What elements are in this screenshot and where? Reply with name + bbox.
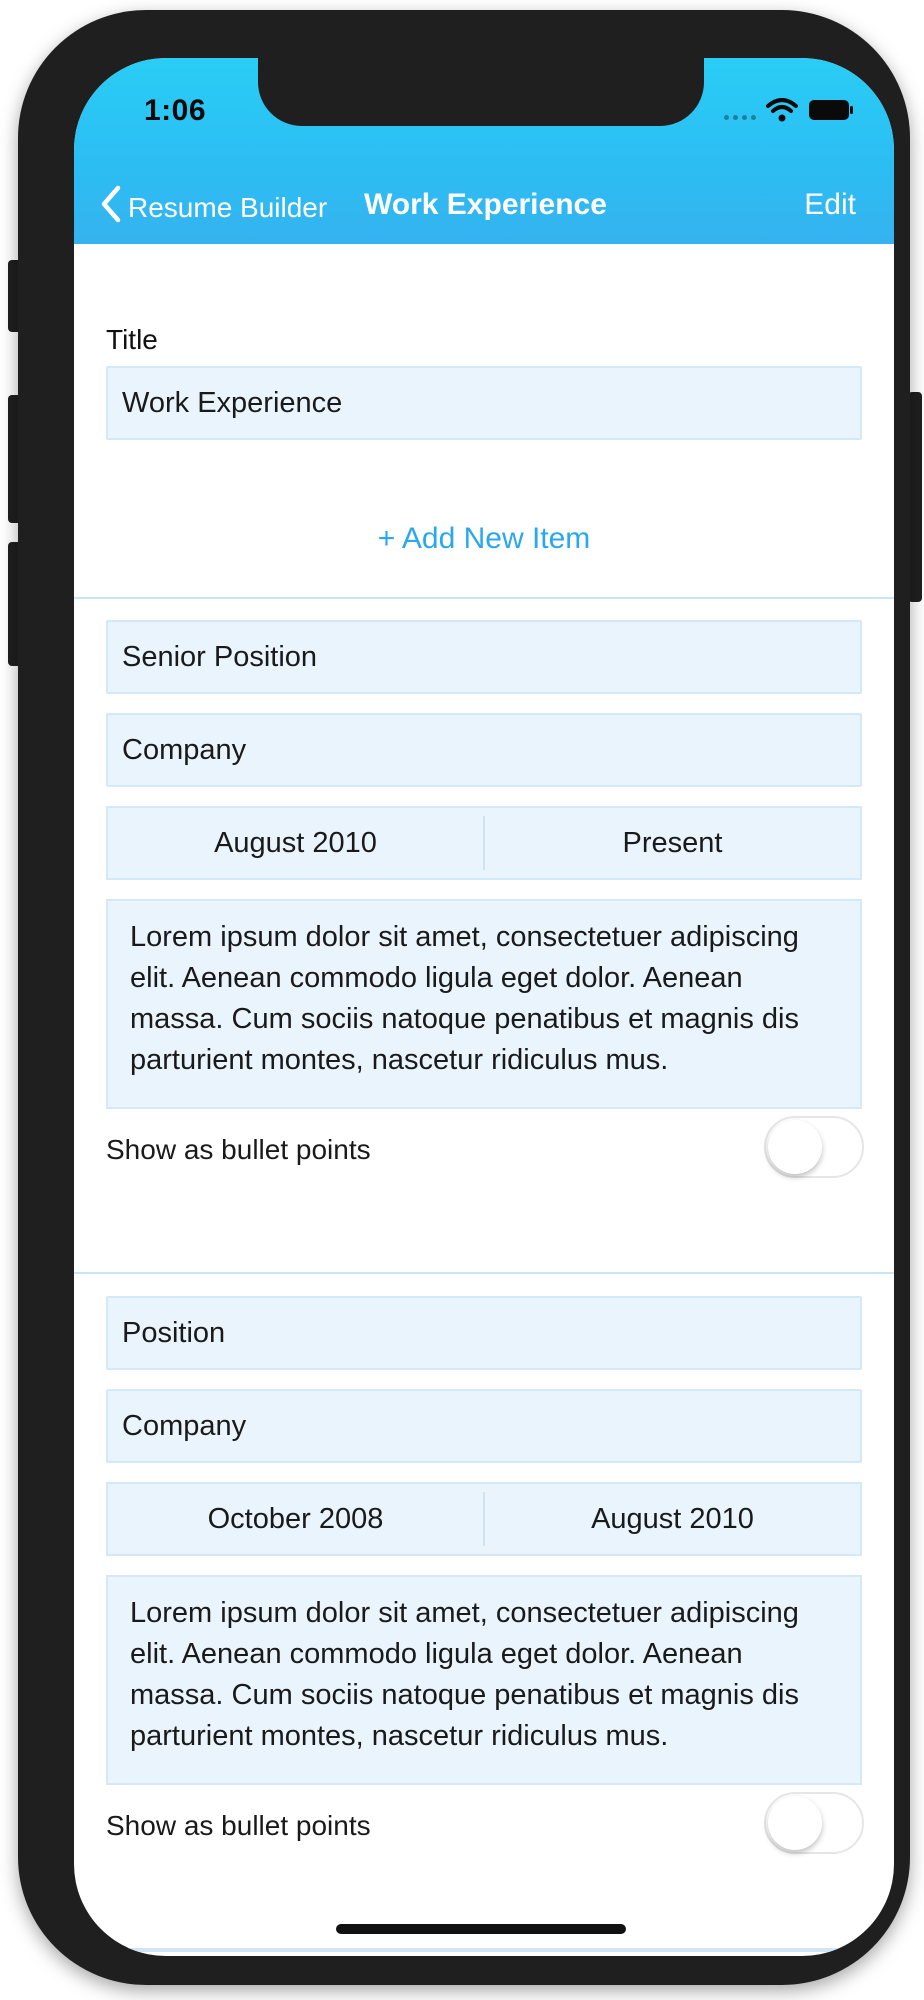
start-date-field[interactable]: August 2010 bbox=[214, 826, 377, 859]
bullet-points-toggle[interactable] bbox=[764, 1792, 864, 1854]
back-button[interactable] bbox=[100, 184, 327, 231]
date-range bbox=[106, 806, 862, 880]
description-field[interactable]: Lorem ipsum dolor sit amet, consectetuer adipiscing elit. Aenean commodo ligula eget dolor. Aenean massa. Cum sociis natoque penatibus et magnis dis parturient montes, nascetur ridiculus mus. bbox=[106, 899, 862, 1109]
position-field[interactable]: Position bbox=[106, 1296, 862, 1370]
company-field[interactable]: Company bbox=[106, 1389, 862, 1463]
end-date-field[interactable]: Present bbox=[622, 826, 723, 859]
status-icons bbox=[724, 98, 854, 122]
page-title: Work Experience bbox=[364, 188, 607, 221]
company-field[interactable]: Company bbox=[106, 713, 862, 787]
start-date-field[interactable]: October 2008 bbox=[207, 1502, 384, 1535]
add-new-item-button[interactable]: + Add New Item bbox=[377, 522, 591, 555]
toggle-knob bbox=[768, 1120, 822, 1174]
toggle-knob bbox=[768, 1796, 822, 1850]
signal-icon bbox=[724, 100, 756, 120]
wifi-icon bbox=[766, 98, 798, 122]
date-range bbox=[106, 1482, 862, 1556]
notch bbox=[258, 58, 704, 126]
end-date-field[interactable]: August 2010 bbox=[591, 1502, 754, 1535]
divider bbox=[74, 1948, 894, 1952]
bullet-points-toggle[interactable] bbox=[764, 1116, 864, 1178]
edit-button[interactable]: Edit bbox=[804, 188, 856, 221]
phone-frame bbox=[18, 10, 910, 1985]
power-button bbox=[908, 392, 922, 602]
status-time: 1:06 bbox=[144, 94, 207, 127]
divider bbox=[74, 1272, 894, 1274]
bullet-points-label: Show as bullet points bbox=[106, 1810, 371, 1841]
home-indicator bbox=[336, 1924, 626, 1934]
screen bbox=[74, 58, 894, 1956]
back-button-label: Resume Builder bbox=[128, 191, 328, 223]
divider bbox=[74, 597, 894, 599]
chevron-left-icon bbox=[100, 184, 122, 231]
title-field[interactable]: Work Experience bbox=[106, 366, 862, 440]
title-label: Title bbox=[106, 324, 158, 355]
position-field[interactable]: Senior Position bbox=[106, 620, 862, 694]
battery-icon bbox=[808, 99, 854, 121]
description-field[interactable]: Lorem ipsum dolor sit amet, consectetuer adipiscing elit. Aenean commodo ligula eget dolor. Aenean massa. Cum sociis natoque penatibus et magnis dis parturient montes, nascetur ridiculus mus. bbox=[106, 1575, 862, 1785]
header bbox=[74, 58, 894, 244]
bullet-points-label: Show as bullet points bbox=[106, 1134, 371, 1165]
navigation-bar bbox=[74, 178, 894, 244]
